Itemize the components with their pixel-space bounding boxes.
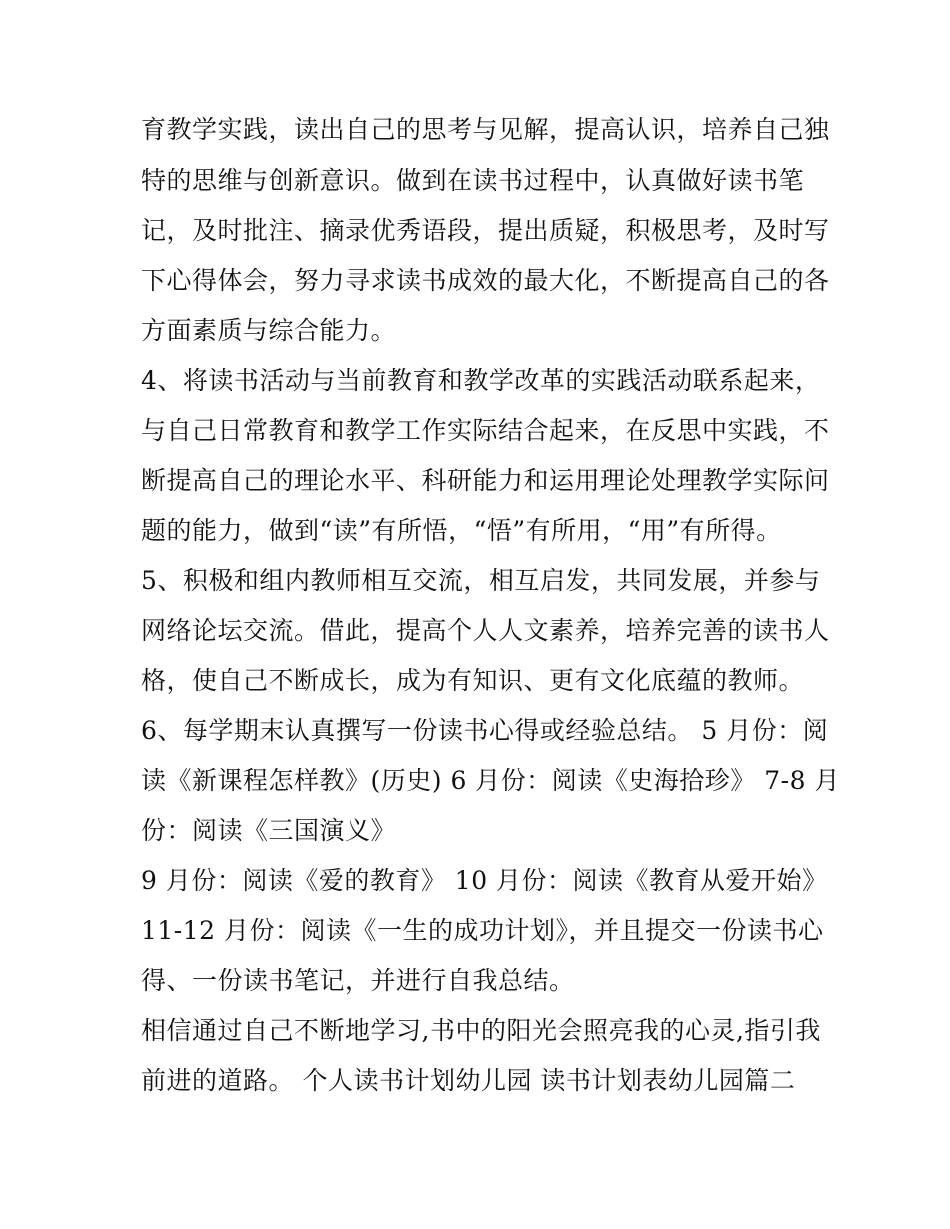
text-line: 得、一份读书笔记，并进行自我总结。 <box>141 966 575 995</box>
text-line: 前进的道路。 个人读书计划幼儿园 读书计划表幼儿园篇二 <box>141 1066 796 1095</box>
text-line: 11-12 月份：阅读《一生的成功计划》，并且提交一份读书心 <box>141 916 824 945</box>
text-line: 断提高自己的理论水平、科研能力和运用理论处理教学实际问 <box>141 466 830 495</box>
text-line: 记，及时批注、摘录优秀语段，提出质疑，积极思考，及时写 <box>141 216 830 245</box>
text-line: 题的能力，做到“读”有所悟，“悟”有所用，“用”有所得。 <box>141 516 782 545</box>
text-line: 方面素质与综合能力。 <box>141 316 397 345</box>
text-line: 格，使自己不断成长，成为有知识、更有文化底蕴的教师。 <box>141 666 805 695</box>
text-line: 特的思维与创新意识。做到在读书过程中，认真做好读书笔 <box>141 166 805 195</box>
text-line: 份：阅读《三国演义》 <box>141 816 397 845</box>
text-line: 相信通过自己不断地学习,书中的阳光会照亮我的心灵,指引我 <box>141 1016 821 1045</box>
text-line: 6、每学期末认真撰写一份读书心得或经验总结。 5 月份：阅 <box>141 716 829 745</box>
text-line: 育教学实践，读出自己的思考与见解，提高认识，培养自己独 <box>141 115 830 144</box>
text-line: 网络论坛交流。借此，提高个人人文素养，培养完善的读书人 <box>141 616 830 645</box>
text-line: 与自己日常教育和教学工作实际结合起来，在反思中实践，不 <box>141 416 830 445</box>
text-line: 9 月份：阅读《爱的教育》 10 月份：阅读《教育从爱开始》 <box>141 866 828 895</box>
text-line: 下心得体会，努力寻求读书成效的最大化，不断提高自己的各 <box>141 266 830 295</box>
text-line: 4、将读书活动与当前教育和教学改革的实践活动联系起来， <box>141 366 821 395</box>
text-line: 5、积极和组内教师相互交流，相互启发，共同发展，并参与 <box>141 566 821 595</box>
text-line: 读《新课程怎样教》(历史) 6 月份：阅读《史海拾珍》 7-8 月 <box>141 766 840 795</box>
